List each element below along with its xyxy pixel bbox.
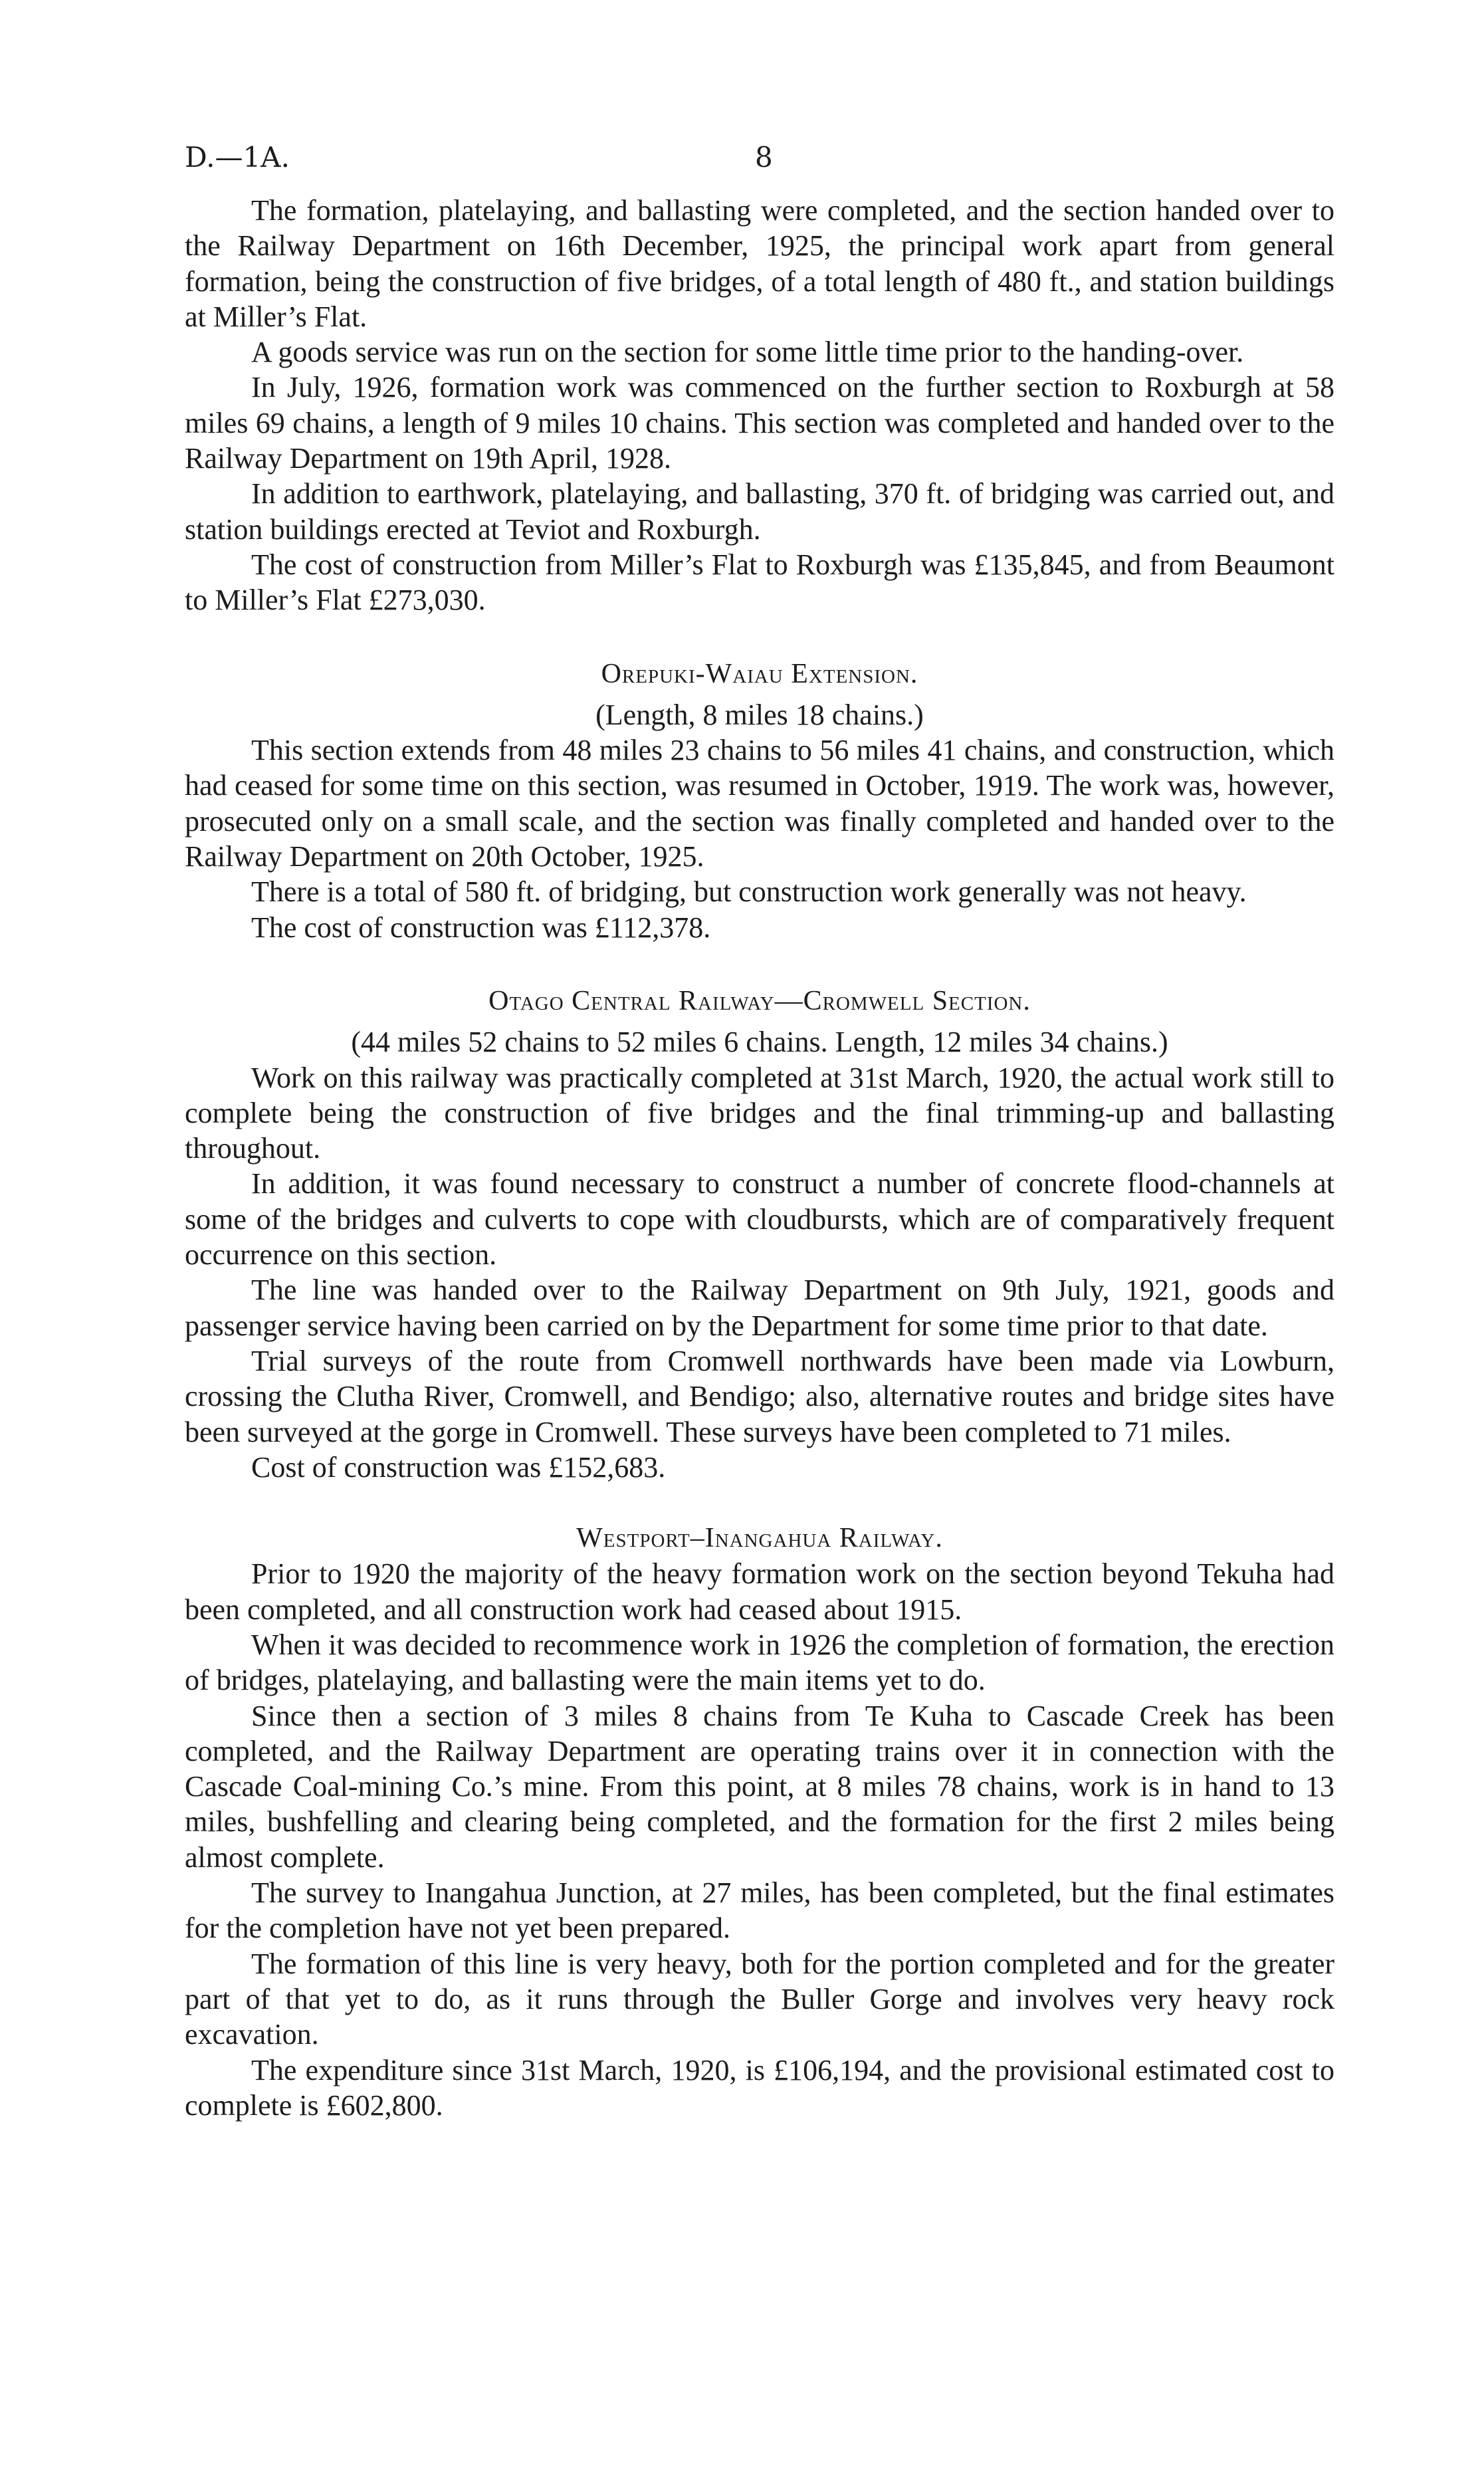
paragraph: The cost of construction from Miller’s Flat to Roxburgh was £135,845, and from Beaumont to Miller’s Flat £273,030. — [185, 548, 1334, 617]
paragraph: The expenditure since 31st March, 1920, is £106,194, and the provisional estimated cost to complete is £602,800. — [185, 2053, 1334, 2122]
paragraph: A goods service was run on the section for some little time prior to the handing-over. — [251, 336, 1244, 369]
paragraph: This section extends from 48 miles 23 chains to 56 miles 41 chains, and construction, which had ceased for some time on this section, was resumed in October, 1919. The work was, however, prosecuted only on a small scale, and the section was finally completed and handed over to the Railway Department on 20th October, 1925. — [185, 734, 1334, 873]
paragraph: Since then a section of 3 miles 8 chains from Te Kuha to Cascade Creek has been completed, and the Railway Department are operating trains over it in connection with the Cascade Coal-mining Co.’s mine. From this point, at 8 miles 78 chains, work is in hand to 13 miles, bushfelling and clearing being completed, and the formation for the first 2 miles being almost complete. — [185, 1699, 1334, 1874]
paragraph: In addition, it was found necessary to construct a number of concrete flood-channels at some of the bridges and culverts to cope with cloudbursts, which are of comparatively frequent occurrence on this section. — [185, 1167, 1334, 1272]
paragraph: Cost of construction was £152,683. — [251, 1450, 666, 1484]
document-reference: D.—1A. — [185, 141, 290, 173]
paragraph: There is a total of 580 ft. of bridging, but construction work generally was not heavy. — [251, 875, 1247, 909]
section-subheading: (44 miles 52 chains to 52 miles 6 chains. Length, 12 miles 34 chains.) — [351, 1026, 1168, 1059]
paragraph: Work on this railway was practically completed at 31st March, 1920, the actual work still to complete being the construction of five bridges and the final trimming-up and ballasting throughout. — [185, 1061, 1334, 1165]
paragraph: When it was decided to recommence work in 1926 the completion of formation, the erection of bridges, platelaying, and ballasting were the main items yet to do. — [185, 1628, 1334, 1697]
section-otago-central — [185, 984, 1334, 1485]
paragraph: Prior to 1920 the majority of the heavy formation work on the section beyond Tekuha had been completed, and all construction work had ceased about 1915. — [185, 1557, 1334, 1626]
section-heading: Orepuki-Waiau Extension. — [601, 658, 918, 689]
paragraph: The formation, platelaying, and ballasting were completed, and the section handed over to the Railway Department on 16th December, 1925, the principal work apart from general formation, being the construction of five bridges, of a total length of 480 ft., and station buildings at Miller’s Flat. — [185, 194, 1334, 333]
page-number: 8 — [755, 141, 773, 173]
paragraph: The survey to Inangahua Junction, at 27 miles, has been completed, but the final estimates for the completion have not yet been prepared. — [185, 1876, 1334, 1945]
paragraph: The cost of construction was £112,378. — [251, 911, 711, 944]
paragraph: The formation of this line is very heavy, both for the portion completed and for the greater part of that yet to do, as it runs through the Buller Gorge and involves very heavy rock excavation. — [185, 1947, 1334, 2051]
section-westport-inangahua — [185, 1521, 1334, 2123]
paragraph: The line was handed over to the Railway Department on 9th July, 1921, goods and passenger service having been carried on by the Department for some time prior to that date. — [185, 1274, 1334, 1342]
section-subheading: (Length, 8 miles 18 chains.) — [595, 698, 924, 731]
section-orepuki — [185, 657, 1334, 945]
paragraph: Trial surveys of the route from Cromwell northwards have been made via Lowburn, crossing the Clutha River, Cromwell, and Bendigo; also, alternative routes and bridge sites have been surveyed at the gorge in Cromwell. These surveys have been completed to 71 miles. — [185, 1344, 1334, 1448]
section-heading: Westport–Inangahua Railway. — [576, 1523, 943, 1554]
page-body — [185, 193, 1334, 2123]
section-intro — [185, 193, 1334, 618]
paragraph: In July, 1926, formation work was commenced on the further section to Roxburgh at 58 miles 69 chains, a length of 9 miles 10 chains. This section was completed and handed over to the Railway Department on 19th April, 1928. — [185, 371, 1334, 475]
section-heading: Otago Central Railway—Cromwell Section. — [488, 985, 1031, 1016]
paragraph: In addition to earthwork, platelaying, and ballasting, 370 ft. of bridging was carried out, and station buildings erected at Teviot and Roxburgh. — [185, 477, 1334, 546]
page-header — [185, 141, 1334, 181]
